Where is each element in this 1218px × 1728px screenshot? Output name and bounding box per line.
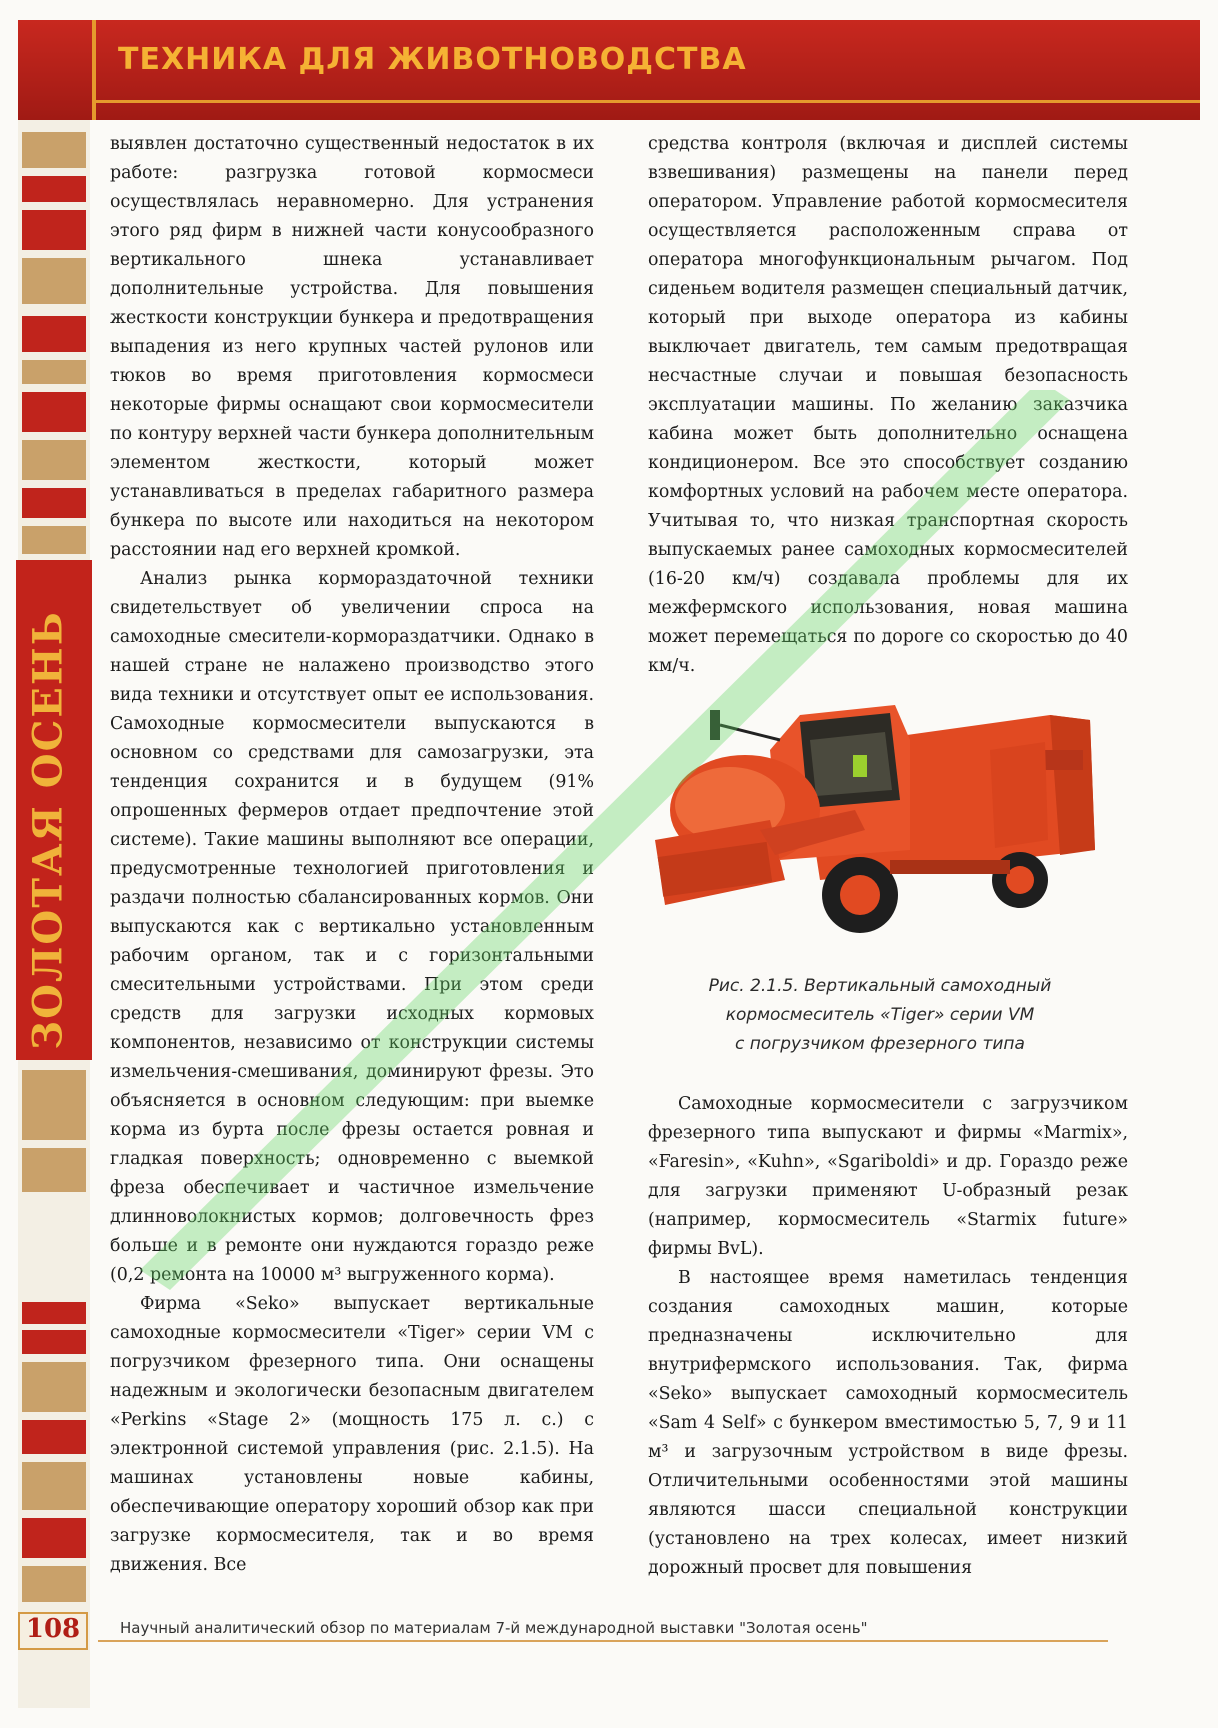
section-title: ТЕХНИКА ДЛЯ ЖИВОТНОВОДСТВА (118, 42, 747, 77)
paragraph: Анализ рынка кормораздаточной техники свидетельствует об увеличении спроса на самоходные смесители-кормораздатчики. Однако в нашей стране не налажено производство этого вида техники и отсутствует опыт ее использования. Самоходные кормосмесители выпускаются в основном со средствами для самозагрузки, эта тенденция сохранится и в будущем (91% опрошенных фермеров отдает предпочтение этой системе). Такие машины выполняют все операции, предусмотренные технологией приготовления и раздачи полностью сбалансированных кормов. Они выпускаются как с вертикально установленным рабочим органом, так и с горизонтальными смесительными устройствами. При этом среди средств для загрузки исходных кормовых компонентов, независимо от конструкции системы измельчения-смешивания, доминируют фрезы. Это объясняется в основном следующим: при выемке корма из бурта после фрезы остается ровная и гладкая поверхность; одновременно с выемкой фреза обеспечивает и частичное измельчение длинноволокнистых кормов; долговечность фрез больше и в ремонте они нуждаются гораздо реже (0,2 ремонта на 10000 м³ выгруженного корма). (110, 569, 594, 1285)
decor-block (22, 1302, 86, 1324)
caption-line: Рис. 2.1.5. Вертикальный самоходный (708, 976, 1052, 996)
vertical-title: ЗОЛОТАЯ ОСЕНЬ (24, 610, 72, 1050)
paragraph: Самоходные кормосмесители с загрузчиком фрезерного типа выпускают и фирмы «Marmix», «Faresin», «Kuhn», «Sgariboldi» и др. Гораздо реже для загрузки применяют U-образный резак (например, кормосмеситель «Starmix future» фирмы BvL). (648, 1094, 1128, 1259)
header-divider (96, 100, 1200, 103)
paragraph: средства контроля (включая и дисплей системы взвешивания) размещены на панели перед оператором. Управление работой кормосмесителя осуществляется расположенным справа от оператора многофункциональным рычагом. Под сиденьем водителя размещен специальный датчик, который при выходе оператора из кабины выключает двигатель, тем самым предотвращая несчастные случаи и повышая безопасность эксплуатации машины. По желанию заказчика кабина может быть дополнительно оснащена кондиционером. Все это способствует созданию комфортных условий на рабочем месте оператора. Учитывая то, что низкая транспортная скорость выпускаемых ранее самоходных кормосмесителей (16-20 км/ч) создавала проблемы для их межфермского использования, новая машина может перемещаться по дороге со скоростью до 40 км/ч. (648, 134, 1128, 676)
paragraph: выявлен достаточно существенный недостаток в их работе: разгрузка готовой кормосмеси осуществлялась неравномерно. Для устранения этого ряд фирм в нижней части конусообразного вертикального шнека устанавливает дополнительные устройства. Для повышения жесткости конструкции бункера и предотвращения выпадения из него крупных частей рулонов или тюков во время приготовления кормосмеси некоторые фирмы оснащают свои кормосмесители по контуру верхней части бункера дополнительным элементом жесткости, который может устанавливаться в пределах габаритного размера бункера по высоте или находиться на некотором расстоянии над его верхней кромкой. (110, 134, 594, 560)
decor-block (22, 526, 86, 554)
decor-block (22, 360, 86, 384)
decor-block (22, 392, 86, 432)
page-number: 108 (25, 1614, 81, 1644)
decor-block (22, 210, 86, 250)
paragraph: В настоящее время наметилась тенденция создания самоходных машин, которые предназначены исключительно для внутрифермского использования. Так, фирма «Seko» выпускает самоходный кормосмеситель «Sam 4 Self» с бункером вместимостью 5, 7, 9 и 11 м³ и загрузочным устройством в виде фрезы. Отличительными особенностями этой машины являются шасси специальной конструкции (установлено на трех колесах, имеет низкий дорожный просвет для повышения (648, 1268, 1128, 1578)
left-text-column (110, 130, 594, 1580)
decor-block (22, 1330, 86, 1354)
decor-block (22, 1148, 86, 1192)
decor-block (22, 316, 86, 352)
decor-block (22, 1566, 86, 1602)
decor-block (22, 440, 86, 480)
figure-caption (650, 972, 1110, 1059)
decor-block (22, 1462, 86, 1510)
paragraph: Фирма «Seko» выпускает вертикальные самоходные кормосмесители «Tiger» серии VM с погрузчиком фрезерного типа. Они оснащены надежным и экологически безопасным двигателем «Perkins «Stage 2» (мощность 175 л. с.) с электронной системой управления (рис. 2.1.5). На машинах установлены новые кабины, обеспечивающие оператору хороший обзор как при загрузке кормосмесителя, так и во время движения. Все (110, 1294, 594, 1575)
footer-text: Научный аналитический обзор по материалам 7-й международной выставки "Золотая осень" (120, 1619, 868, 1637)
footer-divider (98, 1640, 1108, 1642)
decor-block (22, 1362, 86, 1412)
caption-line: с погрузчиком фрезерного типа (735, 1034, 1025, 1054)
caption-line: кормосмеситель «Tiger» серии VM (725, 1005, 1035, 1025)
decor-block (22, 132, 86, 168)
header-stripe (92, 20, 96, 120)
decor-block (22, 176, 86, 202)
right-text-column-lower (648, 1090, 1128, 1583)
decor-block (22, 1420, 86, 1454)
decor-block (22, 1070, 86, 1140)
decor-block (22, 258, 86, 304)
decor-block (22, 1518, 86, 1558)
feed-mixer-photo (650, 680, 1110, 950)
decor-block (22, 488, 86, 518)
right-text-column (648, 130, 1128, 681)
